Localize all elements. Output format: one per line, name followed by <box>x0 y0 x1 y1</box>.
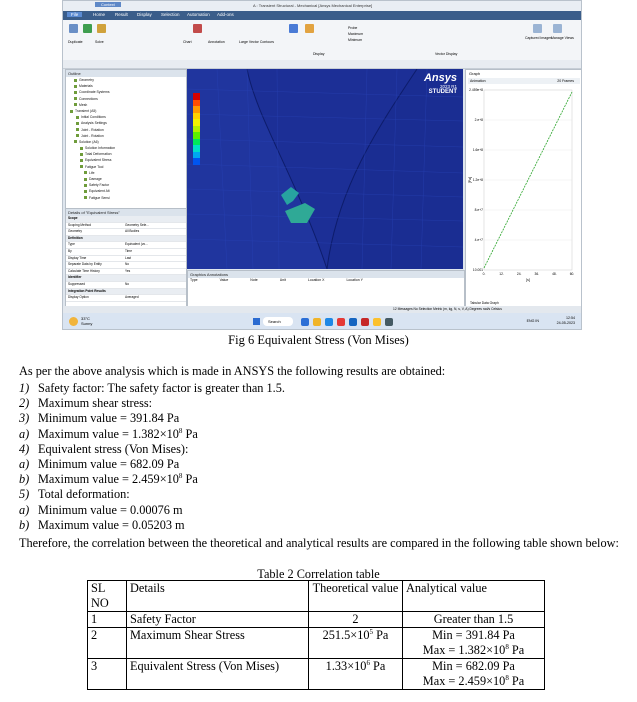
outline-item-label: Joint - Rotation <box>81 133 104 138</box>
status-bar <box>63 306 581 313</box>
ribbon-label-duplicate: Duplicate <box>68 40 83 44</box>
table-caption: Table 2 Correlation table <box>257 567 380 581</box>
details-row[interactable] <box>66 256 186 263</box>
annotation-col: Location Y <box>346 278 363 282</box>
superscript: 8 <box>505 673 509 682</box>
workbench-app-icon[interactable] <box>385 318 393 326</box>
result-text: Maximum shear stress: <box>38 396 153 411</box>
details-key: Geometry <box>68 229 82 234</box>
analytical-line: Min = 682.09 Pa <box>432 659 515 673</box>
graph-y-tick: 8.e+7 <box>474 208 483 212</box>
result-marker: a) <box>19 426 30 441</box>
context-tab[interactable]: Context <box>95 2 121 7</box>
result-item <box>19 411 179 426</box>
file-explorer-icon[interactable] <box>313 318 321 326</box>
superscript: 6 <box>366 658 370 667</box>
ribbon-label-vector-display: Vector Display <box>435 52 458 56</box>
analytical-line: Max = $2.459\times 10^8$ Pa <box>422 673 525 688</box>
language-indicator[interactable]: ENG IN <box>526 319 539 323</box>
result-text: Minimum value = 391.84 Pa <box>38 411 180 426</box>
result-marker: 4) <box>19 441 30 456</box>
graph-x-tick: 24. <box>516 272 522 276</box>
menu-selection[interactable]: Selection <box>161 12 180 17</box>
details-key: Calculate Time History <box>68 268 100 273</box>
details-value: No <box>125 281 130 286</box>
result-item <box>19 487 130 502</box>
taskbar-search[interactable]: Search <box>263 317 293 326</box>
outline-item-label: Coordinate Systems <box>79 90 110 95</box>
weather-temp: 33°C <box>81 316 90 321</box>
details-key: Scope <box>68 216 78 220</box>
tree-node-icon <box>76 128 79 131</box>
details-value: Averaged <box>125 295 139 300</box>
word-icon[interactable] <box>349 318 357 326</box>
menu-file[interactable]: File <box>67 12 82 17</box>
outline-item-label: Materials <box>79 84 93 89</box>
ansys-screenshot <box>62 0 582 330</box>
details-key: Definition <box>68 235 83 240</box>
graph-x-tick: 36. <box>534 272 540 276</box>
cell-sl: 1 <box>88 612 127 628</box>
frames-select[interactable]: 20 Frames <box>557 79 574 83</box>
graph-bottom-tabs[interactable]: Tabular Data Graph <box>470 301 499 305</box>
sun-icon <box>69 317 78 326</box>
graph-y-tick: 1.2e+8 <box>472 178 483 182</box>
graph-x-tick: 0. <box>482 272 486 276</box>
menu-display[interactable]: Display <box>137 12 152 17</box>
result-marker: 5) <box>19 487 30 502</box>
cell-sl: 3 <box>88 659 127 690</box>
superscript: 8 <box>178 426 183 435</box>
table-row <box>88 612 545 628</box>
details-key: Suppressed <box>68 281 86 286</box>
ribbon-label-vector: Large Vector Contours <box>239 40 275 44</box>
outline-item-label: Fatigue Tool <box>85 164 104 169</box>
tree-node-icon <box>76 116 79 119</box>
outline-item-label: Total Deformation <box>85 152 112 157</box>
tree-node-icon <box>76 134 79 137</box>
graphics-viewport[interactable] <box>187 69 463 269</box>
outline-item-label: Equivalent Stress <box>85 158 112 163</box>
outline-item-label: Initial Conditions <box>81 115 106 120</box>
task-view-icon[interactable] <box>301 318 309 326</box>
stress-contour-plot <box>187 69 463 269</box>
outline-item-label: Analysis Settings <box>81 121 107 126</box>
cell-analytical <box>403 628 545 659</box>
outline-item-label: Safety Factor <box>89 183 110 188</box>
graph-x-tick: 12. <box>499 272 504 276</box>
annotations-title: Graphics Annotations <box>188 271 464 278</box>
contour-icon[interactable] <box>289 24 298 33</box>
taskbar-clock[interactable] <box>557 316 575 326</box>
result-marker: 2) <box>19 396 30 411</box>
outline-item-label: Transient (A5) <box>75 108 97 113</box>
intro-paragraph: As per the above analysis which is made in ANSYS the following results are obtained: <box>19 364 446 378</box>
annotation-col: Type <box>190 278 198 282</box>
result-item <box>19 396 152 411</box>
details-row[interactable] <box>66 229 186 236</box>
details-row[interactable] <box>66 289 186 296</box>
ribbon-label-display: Display <box>313 52 325 56</box>
graph-title: Graph <box>469 71 481 76</box>
correlation-table <box>87 580 545 690</box>
table-row <box>88 659 545 690</box>
result-item <box>19 503 183 518</box>
tree-node-icon <box>76 122 79 125</box>
details-panel <box>65 208 187 307</box>
annotation-header <box>188 278 464 282</box>
ribbon-label-captured: Captured Images <box>525 36 552 40</box>
table-header-row <box>88 581 545 612</box>
tree-node-icon <box>84 171 87 174</box>
cell-analytical <box>403 612 545 628</box>
menu-bar <box>63 11 581 20</box>
details-row[interactable] <box>66 242 186 249</box>
result-item <box>19 472 198 487</box>
details-value: All Bodies <box>125 229 140 234</box>
details-row[interactable] <box>66 249 186 256</box>
ribbon-label-views: Manage Views <box>551 36 574 40</box>
tree-node-icon <box>80 153 83 156</box>
graph-y-tick: 2.e+8 <box>474 118 483 122</box>
status-text: 12 Messages No Selection Metric (m, kg, N, s, V, A) Degrees rad/s Celsius <box>393 307 502 311</box>
clock-date: 24-05-2023 <box>556 321 575 325</box>
tree-node-icon <box>74 91 77 94</box>
cell-theoretical: $1.33\times 10^6$ Pa <box>309 659 403 690</box>
brand-edition: STUDENT <box>428 89 457 95</box>
details-row[interactable] <box>66 275 186 282</box>
details-key: Display Option <box>68 295 89 300</box>
annotation-col: Note <box>250 278 258 282</box>
tree-node-icon <box>74 97 77 100</box>
figure-caption: Fig 6 Equivalent Stress (Von Mises) <box>228 333 409 347</box>
clock-time: 12:54 <box>566 316 575 320</box>
header-theoretical: Theoretical value <box>309 581 403 612</box>
tree-node-icon <box>74 85 77 88</box>
ribbon-label-maximum: Maximum <box>348 32 364 36</box>
details-row[interactable] <box>66 262 186 269</box>
details-key: By <box>68 248 72 253</box>
graph-y-tick: 4.e+7 <box>474 238 483 242</box>
outline-item-label: Geometry <box>79 78 94 82</box>
animation-label: Animation <box>470 79 486 83</box>
result-marker: b) <box>19 517 30 532</box>
window-title: A : Transient Structural - Mechanical [Ansys Mechanical Enterprise] <box>253 3 373 8</box>
graph-y-unit: [Pa] <box>468 176 472 184</box>
outline-title: Outline <box>66 70 186 77</box>
outline-item-label: Fatigue Sensi <box>89 195 110 200</box>
tree-node-icon <box>84 190 87 193</box>
table-row <box>88 628 545 659</box>
tree-node-icon <box>80 159 83 162</box>
details-title: Details of "Equivalent Stress" <box>66 209 186 216</box>
ansys-app-icon[interactable] <box>373 318 381 326</box>
ribbon <box>63 20 581 61</box>
result-text: Minimum value = 0.00076 m <box>38 502 183 517</box>
result-marker: a) <box>19 457 30 471</box>
brand-version: 2023 R1 <box>439 84 457 89</box>
graph-y-tick: 2.459e+8 <box>469 88 483 92</box>
result-text: Minimum value = 682.09 Pa <box>38 457 180 471</box>
details-value: Last <box>125 255 132 260</box>
cell-details: Safety Factor <box>127 612 309 628</box>
probe-icon[interactable] <box>193 24 202 33</box>
result-marker: 3) <box>19 411 30 426</box>
menu-automation[interactable]: Automation <box>187 12 210 17</box>
edge-icon[interactable] <box>325 318 333 326</box>
details-key: Integration Point Results <box>68 288 106 293</box>
mesh-body-right <box>327 69 463 269</box>
result-item <box>19 518 185 533</box>
details-key: Separate Data by Entity <box>68 262 102 267</box>
cell-theoretical: $251.5\times 10^5$ Pa <box>309 628 403 659</box>
result-text: Equivalent stress (Von Mises): <box>38 441 189 456</box>
outline-item[interactable] <box>66 195 186 201</box>
tree-node-icon <box>80 147 83 150</box>
annotation-col: Unit <box>279 278 286 282</box>
result-text: Maximum value = 0.05203 m <box>38 517 185 532</box>
windows-taskbar <box>63 313 581 330</box>
ribbon-label-chart: Chart <box>183 40 192 44</box>
header-sl: SL NO <box>88 581 127 612</box>
graph-panel <box>465 69 582 308</box>
outline-item-label: Life <box>89 170 95 175</box>
weather-desc: Sunny <box>81 321 93 326</box>
details-row[interactable] <box>66 269 186 276</box>
details-value: Geometry Sele... <box>125 222 149 227</box>
graph-x-unit: [s] <box>526 278 530 282</box>
mesh-body-left <box>187 69 327 269</box>
ansys-brand <box>424 72 457 95</box>
result-text: Maximum value = $2.459\times 10^8$ Pa <box>38 472 198 487</box>
tree-node-icon <box>84 196 87 199</box>
menu-home[interactable]: Home <box>93 12 106 17</box>
weather-widget[interactable] <box>81 316 92 326</box>
details-row[interactable] <box>66 236 186 243</box>
outline-item-label: Connections <box>79 96 98 101</box>
graph-x-tick: 60. <box>569 272 575 276</box>
manage-views-icon[interactable] <box>553 24 562 33</box>
outline-item-label: Solution Information <box>85 146 116 151</box>
details-key: Scoping Method <box>68 222 92 227</box>
cell-details: Maximum Shear Stress <box>127 628 309 659</box>
cell-analytical <box>403 659 545 690</box>
result-item <box>19 427 198 442</box>
outline-item-label: Mesh <box>79 102 88 107</box>
details-row[interactable] <box>66 223 186 230</box>
analytical-line: Max = $1.382\times 10^8$ Pa <box>422 642 525 657</box>
outline-tree <box>66 77 186 201</box>
details-value: Yes <box>125 268 131 273</box>
ribbon-label-probe: Probe <box>348 26 358 30</box>
result-item <box>19 457 179 472</box>
cell-details: Equivalent Stress (Von Mises) <box>127 659 309 690</box>
analytical-line: Min = 391.84 Pa <box>432 628 515 642</box>
result-marker: a) <box>19 502 30 517</box>
details-key: Identifier <box>68 275 82 280</box>
ribbon-label-annotation: Annotation <box>208 40 225 44</box>
windows-start-icon[interactable] <box>253 318 260 325</box>
menu-result[interactable]: Result <box>115 12 128 17</box>
ribbon-label-solve: Solve <box>95 40 104 44</box>
details-row[interactable] <box>66 282 186 289</box>
tree-node-icon <box>74 140 77 143</box>
details-rows <box>66 216 186 302</box>
contour-legend <box>193 93 200 165</box>
outline-item-label: Equivalent Alt <box>89 189 110 194</box>
cell-sl: 2 <box>88 628 127 659</box>
result-marker: b) <box>19 472 30 487</box>
graph-y-tick: 10.001 <box>472 268 483 272</box>
pdf-icon[interactable] <box>361 318 369 326</box>
view-toolbar <box>63 60 581 69</box>
outline-panel <box>65 69 187 209</box>
superscript: 5 <box>369 627 374 636</box>
legend-swatch <box>193 158 200 165</box>
annotation-col: Value <box>219 278 229 282</box>
analysis-icon[interactable] <box>97 24 106 33</box>
cell-theoretical: 2 <box>309 612 403 628</box>
header-details: Details <box>127 581 309 612</box>
ribbon-label-minimum: Minimum <box>348 38 363 42</box>
result-text: Total deformation: <box>38 487 130 502</box>
details-key: Display Time <box>68 255 87 260</box>
stress-time-graph <box>466 70 582 307</box>
outline-item-label: Solution (A6) <box>79 139 99 144</box>
graphics-annotations-panel <box>187 270 465 308</box>
tree-node-icon <box>84 178 87 181</box>
header-analytical: Analytical value <box>403 581 545 612</box>
result-item <box>19 442 188 457</box>
superscript: 8 <box>178 472 183 481</box>
result-text: Maximum value = $1.382\times 10^8$ Pa <box>38 426 198 441</box>
tree-node-icon <box>74 103 77 106</box>
duplicate-icon[interactable] <box>69 24 78 33</box>
details-value: Time <box>125 248 132 253</box>
conclusion-paragraph: Therefore, the correlation between the theoretical and analytical results are compared in the following table shown below: <box>19 536 619 550</box>
graph-y-tick: 1.6e+8 <box>472 148 483 152</box>
analytical-line: Greater than 1.5 <box>433 612 514 626</box>
window-titlebar <box>63 1 581 11</box>
details-row[interactable] <box>66 295 186 302</box>
color-scale-icon[interactable] <box>305 24 314 33</box>
result-text: Safety factor: The safety factor is greater than 1.5. <box>38 381 285 395</box>
graph-x-tick: 48. <box>552 272 557 276</box>
outline-item-label: Joint - Rotation <box>81 127 104 132</box>
brand-name: Ansys <box>423 72 457 84</box>
tree-node-icon <box>84 184 87 187</box>
superscript: 8 <box>505 642 509 651</box>
table-body <box>88 612 545 690</box>
menu-addons[interactable]: Add-ons <box>217 12 234 17</box>
captured-images-icon[interactable] <box>533 24 542 33</box>
outline-item-label: Damage <box>89 177 102 181</box>
chrome-icon[interactable] <box>337 318 345 326</box>
details-row[interactable] <box>66 216 186 223</box>
details-value: No <box>125 262 130 267</box>
result-item <box>19 381 285 396</box>
solve-icon[interactable] <box>83 24 92 33</box>
details-value: Equivalent (vo... <box>125 242 148 247</box>
tree-node-icon <box>80 165 83 168</box>
annotation-col: Location X <box>307 278 325 282</box>
details-key: Type <box>68 242 75 247</box>
result-marker: 1) <box>19 381 30 395</box>
tree-node-icon <box>70 110 73 113</box>
tree-node-icon <box>74 79 77 82</box>
